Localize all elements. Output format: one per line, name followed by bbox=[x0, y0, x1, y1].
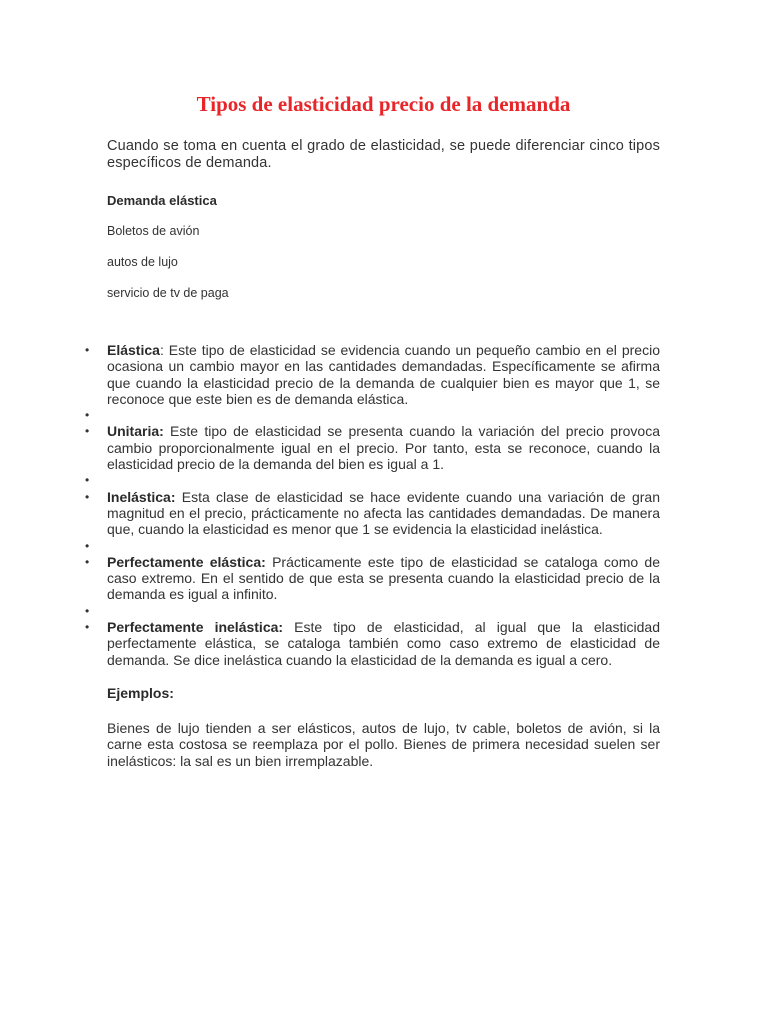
list-item-perfectamente-elastica bbox=[85, 553, 660, 603]
list-item-inelastica bbox=[85, 488, 660, 538]
bullet-icon: • bbox=[85, 408, 90, 423]
bullet-icon: • bbox=[85, 473, 90, 488]
type-term: Perfectamente inelástica: bbox=[107, 619, 284, 636]
examples-heading: Ejemplos: bbox=[107, 684, 174, 701]
list-item-unitaria bbox=[85, 423, 660, 473]
intro-paragraph: Cuando se toma en cuenta el grado de elasticidad, se puede diferenciar cinco tipos específicos de demanda. bbox=[107, 138, 660, 171]
type-term: Unitaria: bbox=[107, 423, 164, 440]
list-item-perfectamente-inelastica bbox=[85, 619, 660, 668]
bullet-icon: • bbox=[85, 554, 90, 569]
document-title: Tipos de elasticidad precio de la demanda bbox=[196, 92, 571, 116]
elastic-example-item: autos de lujo bbox=[107, 255, 178, 269]
bullet-icon: • bbox=[85, 489, 90, 504]
examples-paragraph: Bienes de lujo tienden a ser elásticos, autos de lujo, tv cable, boletos de avión, si la carne esta costosa se reemplaza por el pollo. Bienes de primera necesidad suelen ser inelásticos: la sal es un bien irremplazable. bbox=[107, 719, 660, 769]
document-page bbox=[85, 90, 660, 769]
elastic-demand-heading: Demanda elástica bbox=[107, 193, 217, 208]
empty-list-item bbox=[85, 603, 660, 619]
bullet-icon: • bbox=[85, 424, 90, 439]
bullet-icon: • bbox=[85, 603, 90, 618]
type-term: Perfectamente elástica: bbox=[107, 553, 266, 570]
list-item-elastica bbox=[85, 342, 660, 407]
bullet-icon: • bbox=[85, 620, 90, 635]
type-description: Esta clase de elasticidad se hace evidente cuando una variación de gran magnitud en el precio, prácticamente no afecta las cantidades demandadas. De manera que, cuando la elasticidad es menor que 1 se evidencia la elasticidad inelástica. bbox=[107, 488, 660, 538]
type-description: Prácticamente este tipo de elasticidad se cataloga como de caso extremo. En el sentido de que esta se presenta cuando la elasticidad precio de la demanda es igual a infinito. bbox=[107, 553, 660, 603]
type-description: Este tipo de elasticidad se presenta cuando la variación del precio provoca cambio proporcionalmente igual en el precio. Por tanto, esta se reconoce, cuando la elasticidad precio de la demanda del bien es igual a 1. bbox=[107, 423, 660, 473]
type-term: Elástica bbox=[107, 342, 160, 358]
empty-list-item bbox=[85, 472, 660, 488]
elastic-example-item: Boletos de avión bbox=[107, 224, 200, 238]
elastic-example-item: servicio de tv de paga bbox=[107, 286, 229, 300]
empty-list-item bbox=[85, 538, 660, 554]
bullet-icon: • bbox=[85, 538, 90, 553]
type-term: Inelástica: bbox=[107, 488, 176, 505]
type-description: Este tipo de elasticidad, al igual que la elasticidad perfectamente elástica, se cataloga también como caso extremo de elasticidad de demanda. Se dice inelástica cuando la elasticidad de la demanda es igual a cero. bbox=[107, 619, 660, 668]
elasticity-types-list bbox=[85, 342, 660, 668]
type-description: : Este tipo de elasticidad se evidencia cuando un pequeño cambio en el precio ocasiona un cambio mayor en las cantidades demandadas. Específicamente se afirma que cuando la elasticidad precio de la demanda de cualquier bien es mayor que 1, se reconoce que este bien es de demanda elástica. bbox=[107, 342, 660, 407]
empty-list-item bbox=[85, 407, 660, 423]
bullet-icon: • bbox=[85, 343, 90, 357]
